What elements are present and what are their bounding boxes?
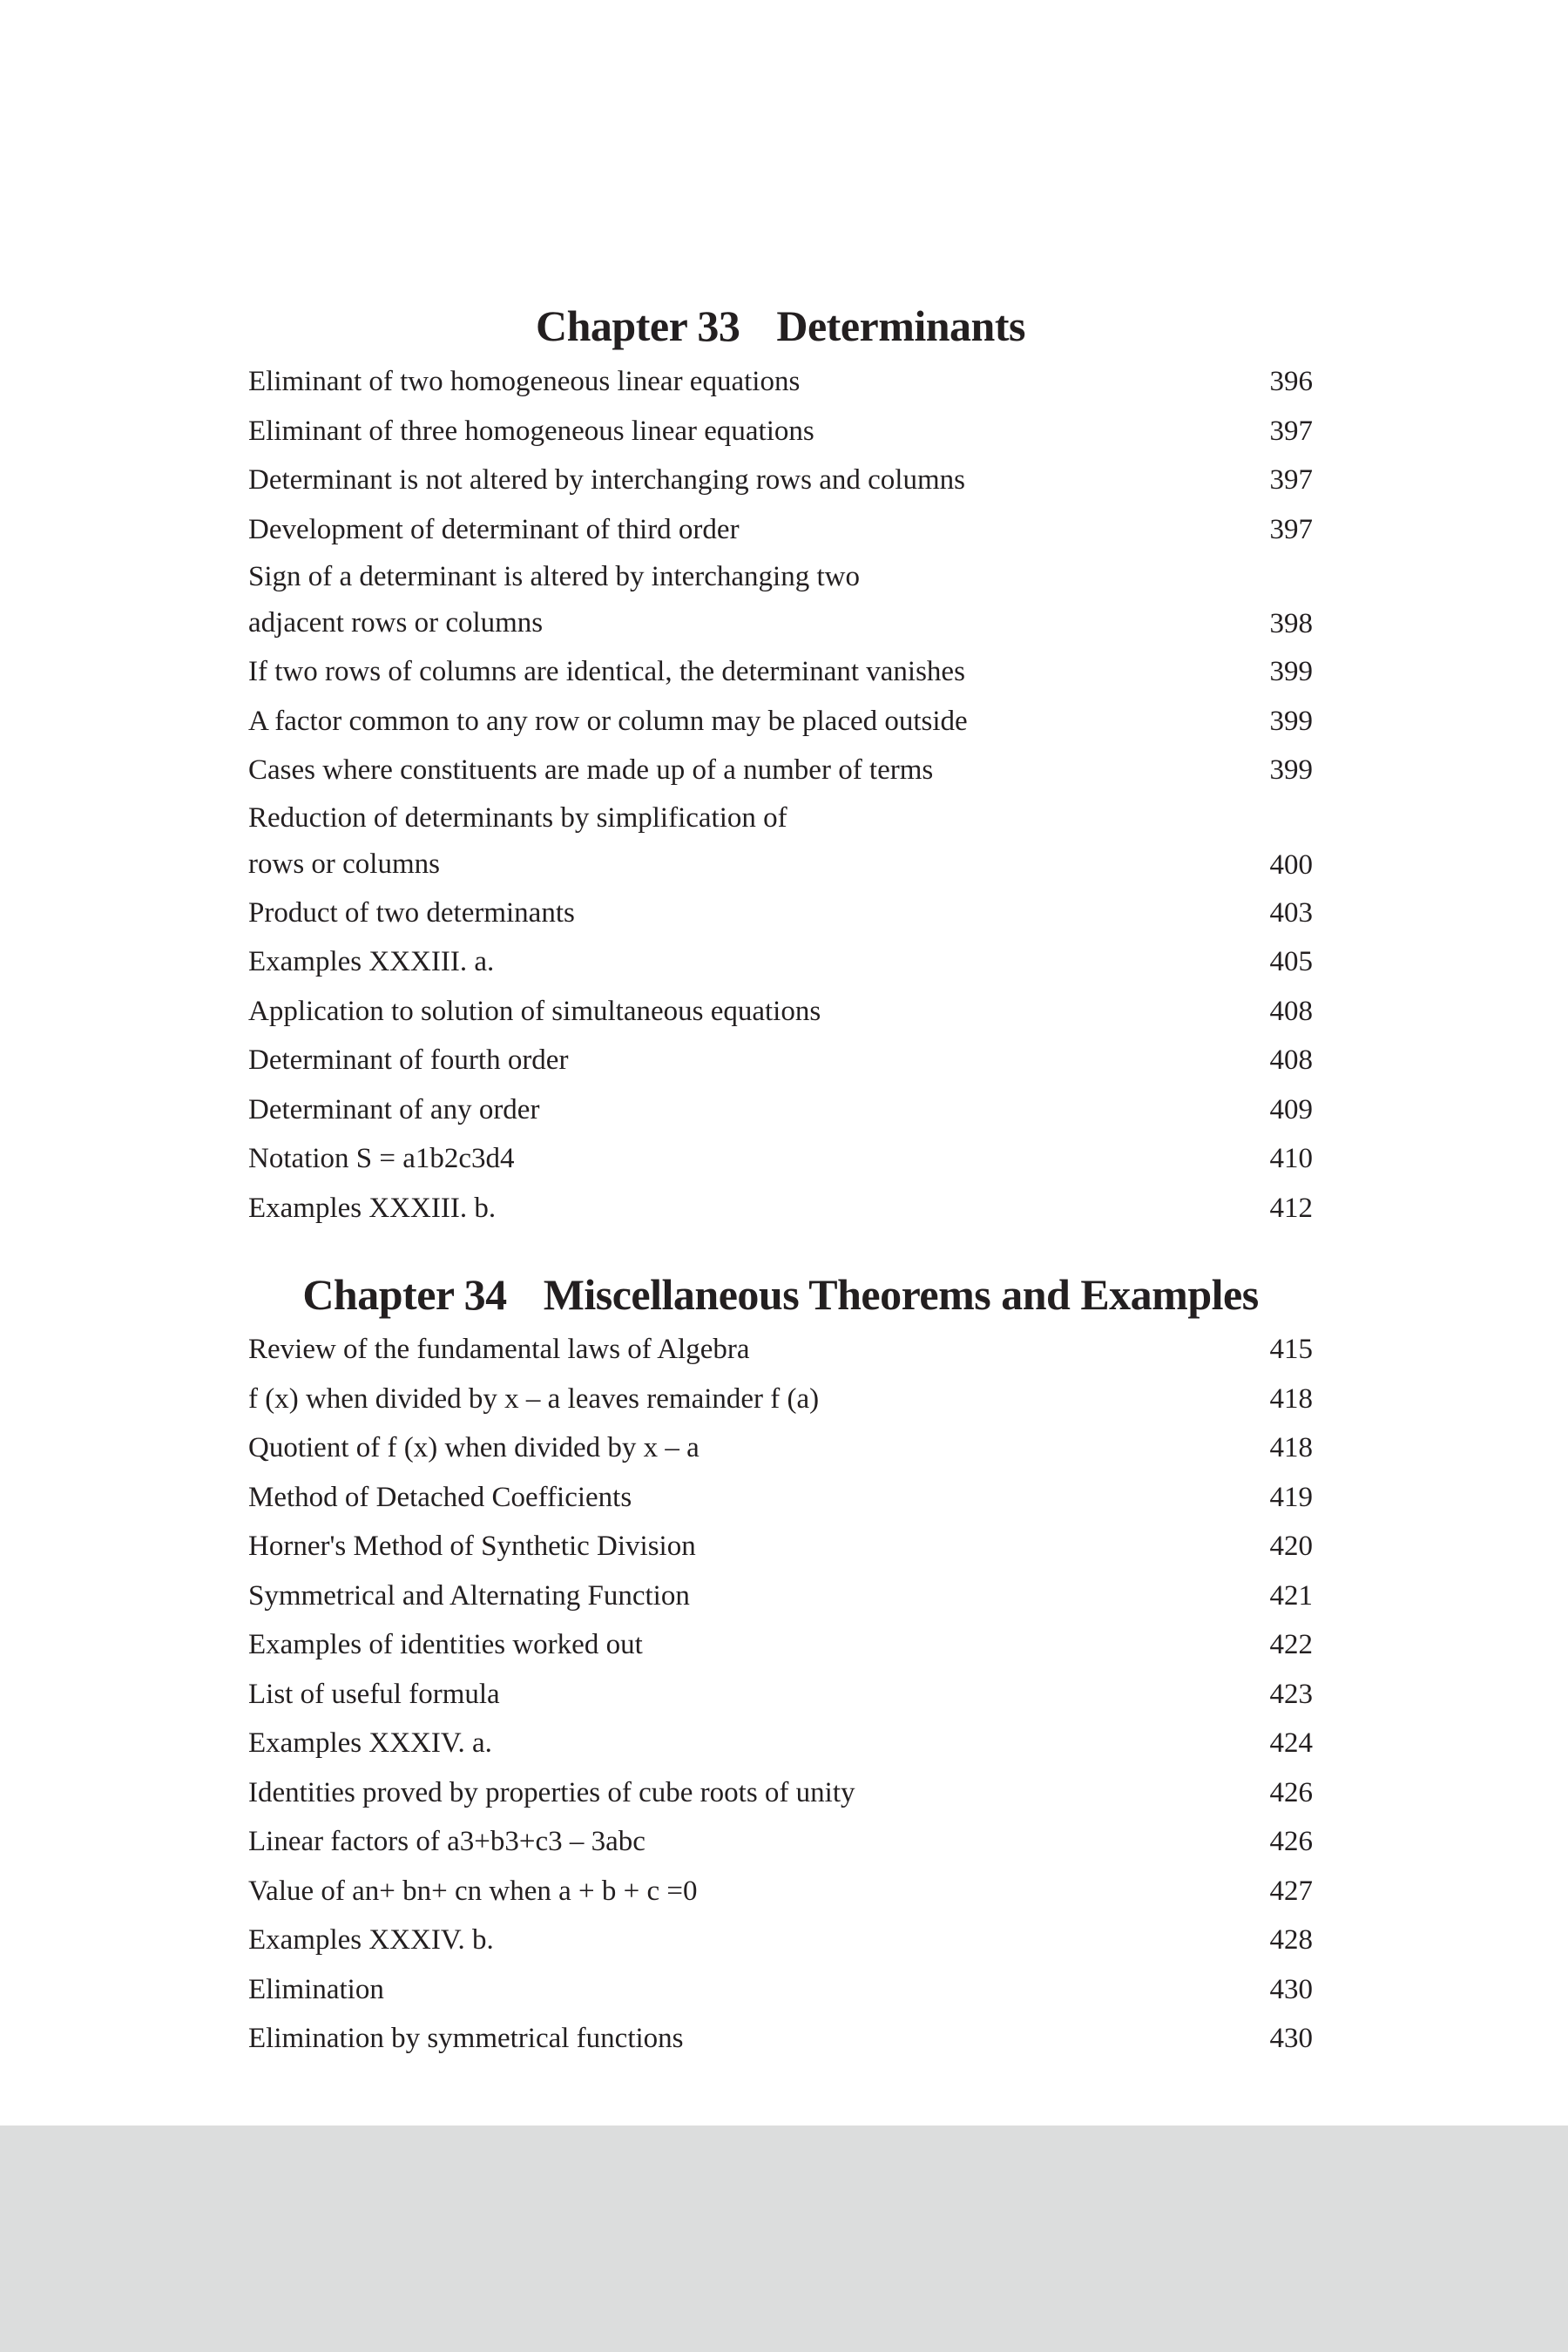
entry-title: Cases where constituents are made up of a number of terms [248,754,934,786]
entry-title: Elimination by symmetrical functions [248,2023,684,2054]
chapter-heading [248,1268,1313,1321]
entry-title: Development of determinant of third order [248,513,740,545]
chapter-number: Chapter 34 [302,1270,507,1319]
entry-page-number: 427 [1269,1875,1313,1907]
toc-entry [248,937,1313,987]
entry-page-number: 400 [1269,848,1313,881]
toc-entry [248,1036,1313,1085]
toc-entry [248,1916,1313,1965]
entry-title: Determinant is not altered by interchanging rows and columns [248,464,965,496]
toc-entry [248,456,1313,505]
toc-entry [248,987,1313,1037]
chapter-number: Chapter 33 [536,301,740,350]
toc-entry [248,697,1313,747]
entry-page-number: 409 [1269,1093,1313,1125]
toc-entry [248,2014,1313,2064]
entry-page-number: 423 [1269,1678,1313,1710]
entry-page-number: 426 [1269,1776,1313,1808]
entry-page-number: 412 [1269,1192,1313,1224]
toc-entry [248,1473,1313,1523]
entry-title: Horner's Method of Synthetic Division [248,1531,696,1562]
entry-title-continued: rows or columns [248,848,440,880]
entry-title: Method of Detached Coefficients [248,1481,632,1513]
toc-entry [248,1768,1313,1818]
entry-page-number: 419 [1269,1481,1313,1513]
entry-page-number: 424 [1269,1727,1313,1759]
entry-title-continued: adjacent rows or columns [248,607,544,639]
toc-entry [248,795,1313,889]
entry-title: Examples of identities worked out [248,1629,643,1660]
toc-entry [248,1571,1313,1621]
toc-entry [248,1719,1313,1768]
entry-page-number: 397 [1269,513,1313,545]
toc-entry [248,357,1313,407]
entry-page-number: 398 [1269,608,1313,639]
entry-title: Symmetrical and Alternating Function [248,1579,690,1612]
entry-title: Elimination [248,1973,384,2005]
toc-list [248,357,1313,1233]
entry-page-number: 420 [1269,1531,1313,1562]
entry-title: Value of an+ bn+ cn when a + b + c =0 [248,1875,698,1907]
entry-page-number: 397 [1269,464,1313,496]
toc-entry [248,505,1313,555]
entry-page-number: 430 [1269,2023,1313,2054]
entry-page-number: 428 [1269,1924,1313,1956]
entry-title: Eliminant of three homogeneous linear equations [248,415,814,447]
toc-entry [248,746,1313,795]
entry-page-number: 396 [1269,366,1313,397]
entry-title: Examples XXXIV. a. [248,1727,492,1759]
entry-page-number: 405 [1269,946,1313,977]
entry-title: If two rows of columns are identical, the determinant vanishes [248,656,965,687]
entry-page-number: 422 [1269,1629,1313,1660]
entry-page-number: 426 [1269,1826,1313,1857]
toc-entry [248,1375,1313,1424]
entry-title: Reduction of determinants by simplification of [248,801,787,834]
entry-title: Eliminant of two homogeneous linear equations [248,366,801,397]
toc-entry [248,1423,1313,1473]
entry-page-number: 408 [1269,995,1313,1027]
entry-title: Product of two determinants [248,896,575,929]
entry-page-number: 415 [1269,1334,1313,1365]
toc-entry [248,1522,1313,1571]
entry-title: Identities proved by properties of cube roots of unity [248,1776,855,1808]
entry-title: Examples XXXIII. b. [248,1192,497,1224]
toc-entry [248,1085,1313,1135]
entry-page-number: 421 [1269,1579,1313,1612]
toc-list [248,1325,1313,2064]
toc-entry [248,407,1313,456]
entry-page-number: 408 [1269,1044,1313,1076]
entry-page-number: 399 [1269,705,1313,737]
footer-band [0,2126,1568,2352]
entry-title: Examples XXXIV. b. [248,1924,494,1956]
entry-page-number: 403 [1269,896,1313,929]
entry-title: Application to solution of simultaneous equations [248,995,821,1027]
entry-title: Examples XXXIII. a. [248,946,495,977]
entry-title: f (x) when divided by x – a leaves remainder f (a) [248,1382,820,1415]
toc-entry [248,1817,1313,1867]
entry-title: Quotient of f (x) when divided by x – a [248,1432,700,1463]
toc-entry [248,1620,1313,1670]
toc-entry [248,889,1313,938]
entry-title: Determinant of any order [248,1093,540,1125]
toc-entry [248,1867,1313,1916]
entry-page-number: 399 [1269,656,1313,687]
entry-page-number: 418 [1269,1432,1313,1463]
entry-title: List of useful formula [248,1678,500,1710]
entry-title: Determinant of fourth order [248,1044,569,1076]
toc-entry [248,1325,1313,1375]
toc-entry [248,1184,1313,1233]
toc-entry [248,647,1313,697]
chapter-title: Determinants [776,301,1025,350]
entry-title: Linear factors of a3+b3+c3 – 3abc [248,1826,645,1857]
entry-page-number: 399 [1269,754,1313,786]
entry-title: Review of the fundamental laws of Algebra [248,1334,750,1365]
entry-page-number: 418 [1269,1382,1313,1415]
toc-entry [248,1134,1313,1184]
entry-page-number: 430 [1269,1973,1313,2005]
entry-title: A factor common to any row or column may be placed outside [248,705,968,737]
entry-page-number: 410 [1269,1143,1313,1174]
toc-entry [248,1670,1313,1720]
entry-title: Notation S = a1b2c3d4 [248,1143,515,1174]
chapter-heading [248,300,1313,352]
toc-entry [248,1965,1313,2015]
entry-title: Sign of a determinant is altered by interchanging two [248,561,860,592]
toc-entry [248,554,1313,647]
entry-page-number: 397 [1269,415,1313,447]
chapter-title: Miscellaneous Theorems and Examples [543,1270,1259,1319]
